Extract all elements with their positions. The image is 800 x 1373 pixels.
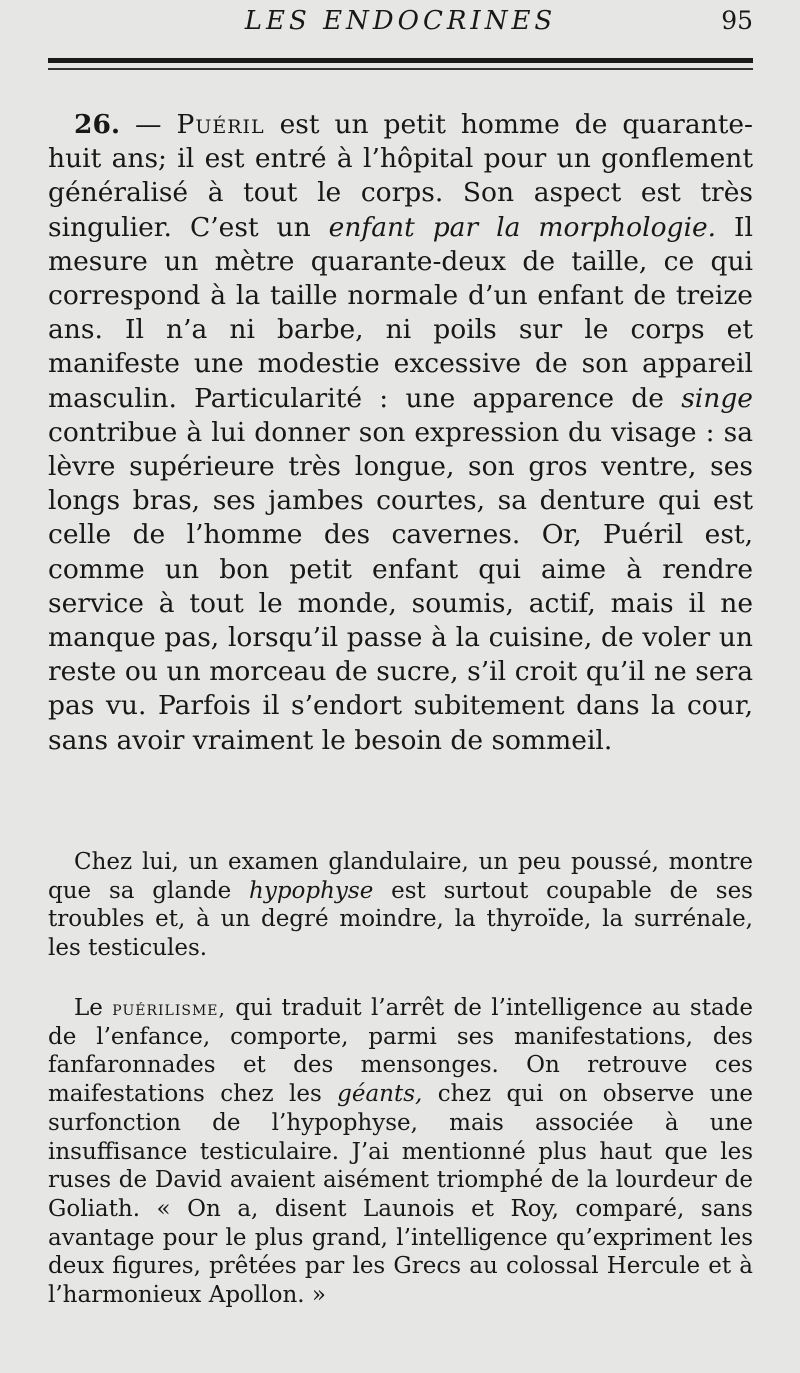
paragraph-puerilisme	[48, 994, 753, 1310]
page-header	[48, 6, 753, 36]
running-title: LES ENDOCRINES	[244, 6, 557, 36]
case-number: 26.	[74, 109, 121, 140]
text-run: Il mesure un mètre quarante-deux de taille, ce qui correspond à la taille normale d’un enfant de treize ans. Il n’a ni barbe, ni poils sur le corps et manifeste une modestie excessive de son appareil masculin. Particularité : une apparence de	[48, 211, 753, 414]
paragraph-examen	[48, 848, 753, 963]
small-caps-term: puérilisme,	[112, 996, 226, 1020]
patient-name: Puéril	[176, 109, 265, 140]
emphasis-run: singe	[681, 382, 753, 414]
emphasis-run: enfant par la morphologie.	[328, 211, 717, 243]
body-text	[48, 108, 753, 1309]
header-rule-thick	[48, 58, 753, 63]
emphasis-run: géants,	[337, 1081, 423, 1108]
emphasis-run: hypophyse	[249, 877, 374, 904]
page-number: 95	[721, 6, 753, 35]
header-rule-thin	[48, 68, 753, 70]
text-run: chez qui on observe une surfonction de l’hypophyse, mais associée à une insuffisance testiculaire. J’ai mentionné plus haut que les ruses de David avaient aisément triomphé de la lourdeur de Goliath. « On a, disent Launois et Roy, comparé, sans avantage pour le plus grand, l’intelligence qu’expriment les deux figures, prêtées par les Grecs au colossal Hercule et à l’harmonieux Apollon. »	[48, 1081, 753, 1309]
paragraph-case-26	[48, 108, 753, 758]
text-run: est surtout coupable de ses troubles et, à un degré moindre, la thyroïde, la surrénale, les testicules.	[48, 877, 753, 962]
text-run: Le	[74, 995, 113, 1021]
dash: —	[120, 109, 177, 140]
text-run: contribue à lui donner son expression du visage : sa lèvre supérieure très longue, son gros ventre, ses longs bras, ses jambes courtes, sa denture qui est celle de l’homme des cavernes. Or, Puéril est, comme un bon petit enfant qui aime à rendre service à tout le monde, soumis, actif, mais il ne manque pas, lorsqu’il passe à la cuisine, de voler un reste ou un morceau de sucre, s’il croit qu’il ne sera pas vu. Parfois il s’endort subitement dans la cour, sans avoir vraiment le besoin de sommeil.	[48, 416, 753, 756]
text-run: est un petit homme de quarante-huit ans; il est entré à l’hôpital pour un gonflement généralisé à tout le corps. Son aspect est très singulier. C’est un	[48, 109, 753, 243]
text-run: qui traduit l’arrêt de l’intelligence au stade de l’enfance, comporte, parmi ses manifestations, des fanfaronnades et des mensonges. On retrouve ces maifestations chez les	[48, 995, 753, 1108]
text-run: Chez lui, un examen glandulaire, un peu poussé, montre que sa glande	[48, 849, 753, 904]
